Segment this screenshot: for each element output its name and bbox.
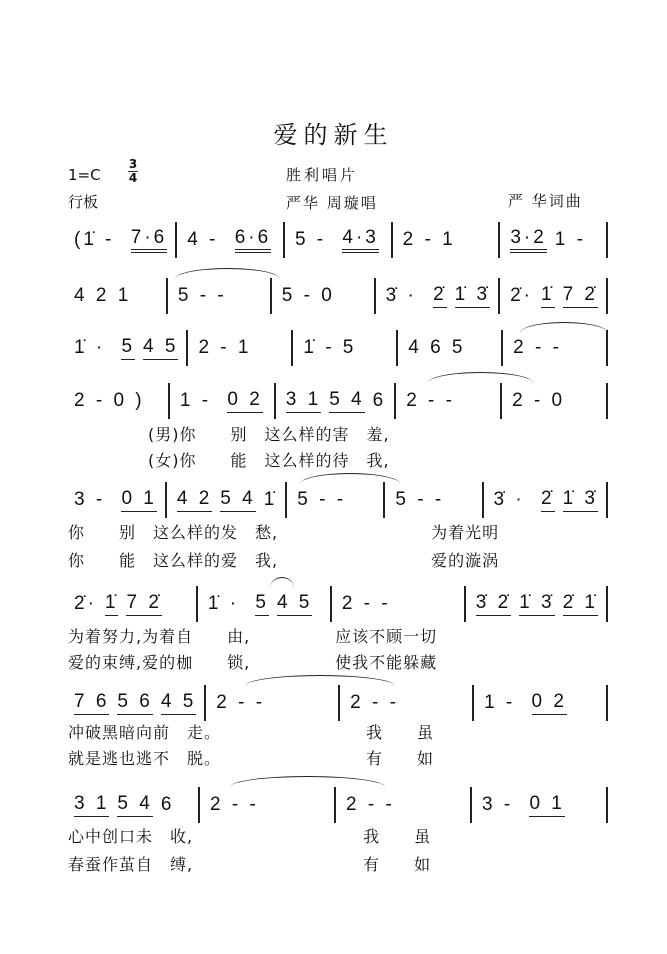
note-group: 6·6 <box>235 227 271 253</box>
measure <box>498 222 608 258</box>
measure <box>501 330 608 366</box>
note-group: 2̇· <box>510 285 533 306</box>
lyric-line: 就是逃也逃不 脱。 有 如 <box>68 749 435 768</box>
note-group: 2 - - <box>210 794 259 815</box>
note-group: 1 - <box>484 692 524 713</box>
note-group: 2 - - <box>406 390 455 411</box>
key-signature: 1=C <box>68 166 101 184</box>
note-group: 1 - <box>554 229 586 250</box>
note-group: (1̇ - <box>74 229 123 250</box>
staff-row <box>70 222 608 258</box>
measure <box>198 787 334 823</box>
staff-row <box>70 482 608 518</box>
measure <box>291 330 396 366</box>
note-group: 0 2 <box>227 389 262 413</box>
note-group: 1̇ · <box>207 593 248 614</box>
time-signature <box>128 158 138 185</box>
note-group: 6 <box>372 390 387 411</box>
measure <box>70 685 204 721</box>
note-group: 5 4 <box>117 793 152 817</box>
note-group: 3 1 <box>286 389 321 413</box>
note-group: 0 1 <box>121 488 156 512</box>
staff-row <box>70 586 608 622</box>
measure <box>196 586 330 622</box>
note-group: 5 4 <box>329 389 364 413</box>
note-group: 1̇ <box>105 592 119 616</box>
note-group: 1̇ 3̇ <box>519 592 554 616</box>
measure <box>500 383 608 419</box>
measure <box>394 383 500 419</box>
note-group: 5 6 <box>117 691 152 715</box>
lyricist-composer: 严 华词曲 <box>508 192 583 210</box>
note-group: 0 2 <box>532 691 567 715</box>
measure <box>186 330 291 366</box>
note-group: 4 5 <box>277 592 312 616</box>
measure <box>165 482 285 518</box>
slur <box>230 776 385 787</box>
lyric-line: 冲破黑暗向前 走。 我 虽 <box>68 723 435 742</box>
note-group: 0 1 <box>529 793 564 817</box>
measure <box>166 278 270 314</box>
lyric-line: (女)你 能 这么样的待 我, <box>148 451 390 470</box>
note-group: 3 - <box>74 489 114 510</box>
measure <box>334 787 470 823</box>
measure <box>482 482 608 518</box>
lyric-line: 你 能 这么样的爱 我, 爱的漩涡 <box>68 551 500 570</box>
meter-bottom: 4 <box>128 171 138 185</box>
note-group: 7 2̇ <box>563 284 598 308</box>
note-group: 4 2 1 <box>74 285 132 306</box>
lyric-line: 春蚕作茧自 缚, 有 如 <box>68 855 432 874</box>
measure <box>204 685 338 721</box>
note-group: 2̇· <box>74 593 97 614</box>
note-group: 3̇ · <box>385 285 426 306</box>
note-group: 2 - - <box>341 593 391 614</box>
note-group: 1̇ · <box>74 337 114 358</box>
measure <box>270 278 374 314</box>
note-group: 7 2̇ <box>126 592 161 616</box>
staff-row <box>70 787 608 823</box>
lyric-line: (男)你 别 这么样的害 羞, <box>148 425 390 444</box>
note-group: 4 5 <box>143 336 178 360</box>
measure <box>383 482 481 518</box>
measure <box>374 278 498 314</box>
measure <box>472 685 608 721</box>
measure <box>168 383 274 419</box>
note-group: 6 <box>160 794 175 815</box>
measure <box>396 330 501 366</box>
meter-top: 3 <box>128 157 138 171</box>
note-group: 3̇ 2̇ <box>476 592 511 616</box>
measure <box>330 586 464 622</box>
note-group: 2 - 1 <box>402 229 456 250</box>
lyric-line: 你 别 这么样的发 愁, 为着光明 <box>68 523 500 542</box>
measure <box>283 222 391 258</box>
lyric-line: 心中创口未 收, 我 虽 <box>68 827 432 846</box>
measure <box>391 222 499 258</box>
note-group: 5 4 <box>220 488 255 512</box>
measure <box>70 586 196 622</box>
measure <box>338 685 472 721</box>
note-group: 2̇ <box>433 284 447 308</box>
note-group: 2 - - <box>350 692 399 713</box>
staff-row <box>70 330 608 366</box>
record-label: 胜利唱片 <box>286 166 359 184</box>
note-group: 4 2 <box>177 488 212 512</box>
note-group: 4 - <box>187 229 227 250</box>
measure <box>274 383 394 419</box>
note-group: 7 6 <box>74 691 109 715</box>
note-group: 1̇ <box>541 284 555 308</box>
note-group: 1̇ <box>263 489 278 510</box>
note-group: 3·2 <box>510 227 546 253</box>
note-group: 5 - 0 <box>281 285 335 306</box>
note-group: 3̇ · <box>493 489 533 510</box>
staff-row <box>70 685 608 721</box>
lyric-line: 为着努力,为着自 由, 应该不顾一切 <box>68 627 438 646</box>
measure <box>70 278 166 314</box>
note-group: 5 - - <box>177 285 227 306</box>
note-group: 4 5 <box>161 691 196 715</box>
note-group: 2 - - <box>216 692 266 713</box>
measure <box>70 482 165 518</box>
note-group: 3 - <box>482 794 522 815</box>
measure <box>70 330 186 366</box>
measure <box>464 586 608 622</box>
staff-row <box>70 383 608 419</box>
note-group: 2 - 1 <box>198 337 252 358</box>
note-group: 4 6 5 <box>408 337 466 358</box>
measure <box>175 222 283 258</box>
note-group: 1̇ 3̇ <box>455 284 490 308</box>
note-group: 7·6 <box>131 227 167 253</box>
measure <box>498 278 608 314</box>
song-title: 爱的新生 <box>273 121 394 149</box>
note-group: 1̇ 3̇ <box>563 488 598 512</box>
note-group: 2 - - <box>346 794 395 815</box>
lyric-line: 爱的束缚,爱的枷 锁, 使我不能躲藏 <box>68 653 438 672</box>
note-group: 2 - 0 <box>512 390 566 411</box>
note-group: 5 <box>121 336 135 360</box>
note-group: 5 - <box>294 229 335 250</box>
note-group: 2̇ <box>541 488 555 512</box>
measure <box>70 383 168 419</box>
slur <box>428 372 533 383</box>
measure <box>470 787 608 823</box>
note-group: 4·3 <box>342 227 378 253</box>
tempo-marking: 行板 <box>68 193 99 211</box>
note-group: 2 - - <box>513 337 562 358</box>
note-group: 1 - <box>179 390 220 411</box>
staff-row <box>70 278 608 314</box>
measure <box>70 787 198 823</box>
measure <box>285 482 383 518</box>
note-group: 1̇ - 5 <box>303 337 357 358</box>
measure <box>70 222 175 258</box>
singers: 严华 周璇唱 <box>286 194 378 212</box>
note-group: 5 - - <box>395 489 445 510</box>
note-group: 2 - 0 ) <box>74 390 145 411</box>
note-group: 5 - - <box>297 489 347 510</box>
note-group: 5 <box>255 592 269 616</box>
note-group: 3 1 <box>74 793 109 817</box>
note-group: 2̇ 1̇ <box>563 592 598 616</box>
